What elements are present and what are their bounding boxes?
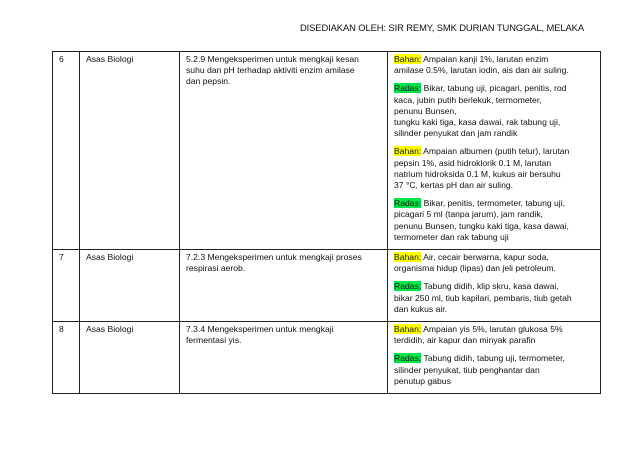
- page-header: DISEDIAKAN OLEH: SIR REMY, SMK DURIAN TUNGGAL, MELAKA: [299, 22, 584, 33]
- topic-cell: Asas Biologi: [80, 52, 180, 250]
- materials-line: organisma hidup (lipas) dan jeli petroleum.: [394, 263, 556, 274]
- materials-line: silinder penyukat, tiub penghantar dan: [394, 364, 540, 375]
- table-body: [53, 52, 601, 394]
- materials-text: Ampaian albumen (putih telur), larutan: [421, 146, 570, 157]
- materials-line: tungku kaki tiga, kasa dawai, rak tabung uji,: [394, 117, 561, 128]
- materials-line: penutup gabus: [394, 375, 451, 386]
- materials-line: 37 °C, kertas pH dan air suling.: [394, 180, 514, 191]
- table-row: [53, 52, 601, 250]
- radas-paragraph: [394, 281, 594, 315]
- radas-label: Radas:: [394, 198, 422, 209]
- table-row: [53, 250, 601, 322]
- experiment-line: dan pepsin.: [186, 76, 231, 87]
- experiment-line: 5.2.9 Mengeksperimen untuk mengkaji kesan: [186, 54, 359, 64]
- bahan-paragraph: [394, 252, 594, 274]
- materials-first-line: [394, 54, 594, 65]
- materials-line: natrium hidroksida 0.1 M, kukus air bersuhu: [394, 168, 561, 179]
- bahan-label: Bahan:: [394, 324, 422, 335]
- materials-text: Air, cecair berwarna, kapur soda,: [421, 252, 549, 263]
- experiment-table: [52, 51, 601, 394]
- topic-cell: Asas Biologi: [80, 322, 180, 394]
- topic-cell: Asas Biologi: [80, 250, 180, 322]
- materials-text: Tabung didih, klip skru, kasa dawai,: [421, 281, 559, 292]
- materials-line: penunu Bunsen, tungku kaki tiga, kasa dawai,: [394, 220, 569, 231]
- materials-text: Bikar, penitis, termometer, tabung uji,: [421, 198, 566, 209]
- materials-line: dan kukus air.: [394, 303, 448, 314]
- experiment-cell: [180, 250, 388, 322]
- materials-text: Tabung didih, tabung uji, termometer,: [421, 353, 565, 364]
- materials-line: amilase 0.5%, larutan iodin, ais dan air suling.: [394, 65, 569, 76]
- materials-cell: [388, 322, 601, 394]
- materials-line: bikar 250 ml, tiub kapilari, pembaris, tiub getah: [394, 292, 572, 303]
- materials-text: Ampaian yis 5%, larutan glukosa 5%: [421, 324, 563, 335]
- experiment-cell: [180, 322, 388, 394]
- materials-first-line: [394, 198, 594, 209]
- materials-line: termometer dan rak tabung uji: [394, 231, 509, 242]
- materials-cell: [388, 250, 601, 322]
- materials-first-line: [394, 353, 594, 364]
- materials-first-line: [394, 146, 594, 157]
- materials-line: picagari 5 ml (tanpa jarum), jam randik,: [394, 209, 544, 220]
- materials-line: pepsin 1%, asid hidroklorik 0.1 M, larutan: [394, 157, 552, 168]
- radas-paragraph: [394, 198, 594, 243]
- materials-line: penunu Bunsen,: [394, 105, 457, 116]
- row-number: 6: [53, 52, 80, 250]
- table-row: [53, 322, 601, 394]
- materials-cell: [388, 52, 601, 250]
- bahan-label: Bahan:: [394, 146, 422, 157]
- experiment-cell: [180, 52, 388, 250]
- bahan-paragraph: [394, 54, 594, 76]
- radas-paragraph: [394, 353, 594, 387]
- materials-first-line: [394, 324, 594, 335]
- radas-paragraph: [394, 83, 594, 139]
- experiment-line: fermentasi yis.: [186, 335, 242, 346]
- materials-line: silinder penyukat dan jam randik: [394, 128, 518, 139]
- materials-line: terdidih, air kapur dan minyak parafin: [394, 335, 536, 346]
- materials-line: kaca, jubin putih berlekuk, termometer,: [394, 94, 542, 105]
- materials-first-line: [394, 83, 594, 94]
- experiment-line: suhu dan pH terhadap aktiviti enzim amilase: [186, 65, 355, 76]
- row-number: 7: [53, 250, 80, 322]
- radas-label: Radas:: [394, 353, 422, 364]
- radas-label: Radas:: [394, 281, 422, 292]
- row-number: 8: [53, 322, 80, 394]
- materials-text: Ampaian kanji 1%, larutan enzim: [421, 54, 549, 64]
- materials-first-line: [394, 252, 594, 263]
- experiment-line: respirasi aerob.: [186, 263, 246, 274]
- bahan-paragraph: [394, 146, 594, 191]
- materials-first-line: [394, 281, 594, 292]
- radas-label: Radas:: [394, 83, 422, 94]
- bahan-label: Bahan:: [394, 54, 422, 64]
- bahan-paragraph: [394, 324, 594, 346]
- experiment-line: 7.3.4 Mengeksperimen untuk mengkaji: [186, 324, 334, 335]
- materials-text: Bikar, tabung uji, picagari, penitis, rod: [421, 83, 567, 94]
- bahan-label: Bahan:: [394, 252, 422, 263]
- experiment-line: 7.2.3 Mengeksperimen untuk mengkaji proses: [186, 252, 362, 263]
